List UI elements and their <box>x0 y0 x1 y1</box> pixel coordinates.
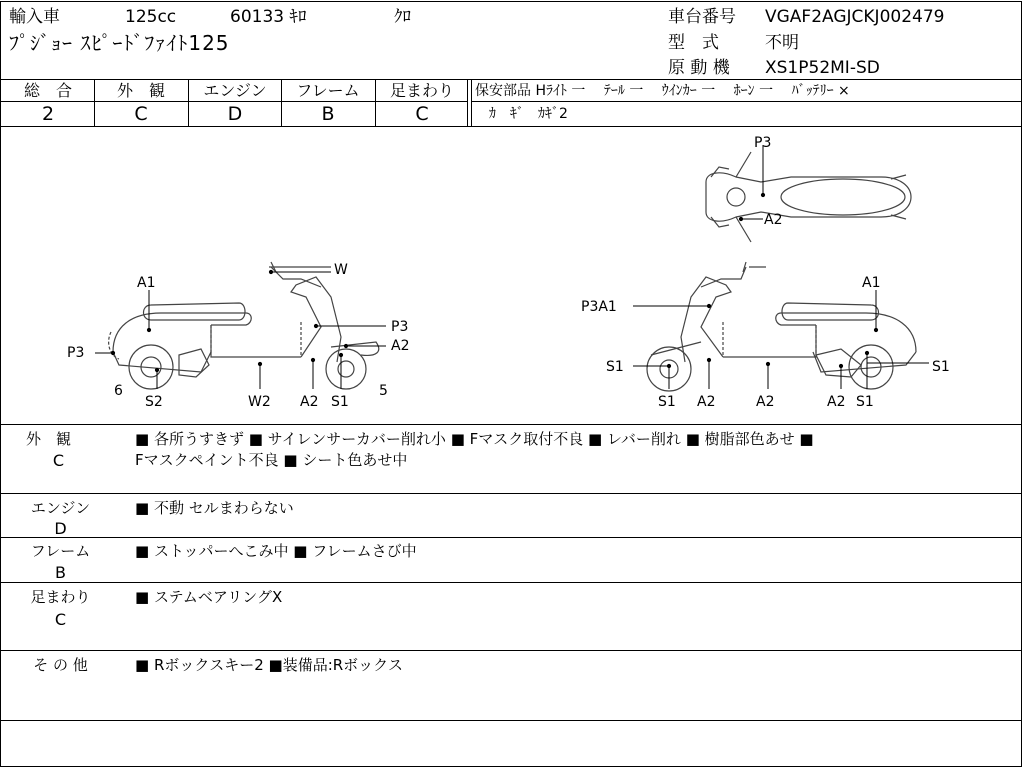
note-frame-line1: ■ ストッパーへこみ中 ■ フレームさび中 <box>135 542 417 560</box>
inspection-sheet <box>0 1 1022 767</box>
divider <box>1 650 1021 651</box>
note-engine-line1: ■ 不動 セルまわらない <box>135 499 294 517</box>
label-s2: S2 <box>145 394 163 410</box>
label-a2: A2 <box>697 394 716 410</box>
label-s1: S1 <box>856 394 874 410</box>
model-name: ﾌﾟｼﾞｮｰ ｽﾋﾟｰﾄﾞﾌｧｲﾄ125 <box>9 31 230 55</box>
note-exterior-line1: ■ 各所うすきず ■ サイレンサーカバー削れ小 ■ Fマスク取付不良 ■ レバー削れ ■ 樹脂部色あせ ■ <box>135 430 814 448</box>
note-engine-grade: D <box>54 519 67 538</box>
label-a1: A1 <box>137 275 156 291</box>
safety-parts: 保安部品 Hﾗｲﾄ 一 ﾃｰﾙ 一 ｳｲﾝｶｰ 一 ﾎｰﾝ 一 ﾊﾞｯﾃﾘｰ × <box>475 83 850 99</box>
note-suspension-grade: C <box>54 610 67 629</box>
label-s1: S1 <box>932 359 950 375</box>
label-p3: P3 <box>754 135 772 151</box>
divider <box>471 79 472 126</box>
mileage: 60133 ｷﾛ <box>230 7 307 27</box>
grade-exterior-value: C <box>134 103 148 125</box>
import-label: 輸入車 <box>9 7 60 27</box>
label-a1: A1 <box>862 275 881 291</box>
note-frame-grade: B <box>55 563 66 582</box>
label-s1: S1 <box>658 394 676 410</box>
label-6: 6 <box>114 383 123 399</box>
damage-diagram <box>1 127 1021 425</box>
frame-no: VGAF2AGJCKJ002479 <box>765 7 945 27</box>
label-s1: S1 <box>606 359 624 375</box>
divider <box>1 582 1021 583</box>
grade-overall-label: 総 合 <box>23 81 72 100</box>
label-p3: P3 <box>67 345 85 361</box>
engine-value: XS1P52MI-SD <box>765 58 880 78</box>
label-5: 5 <box>379 383 388 399</box>
divider <box>1 79 1021 80</box>
displacement: 125cc <box>125 7 177 27</box>
color: ｸﾛ <box>394 7 411 27</box>
scooter-top-view <box>706 152 911 242</box>
frame-no-label: 車台番号 <box>668 7 736 27</box>
grade-engine-label: エンジン <box>203 81 267 100</box>
note-other-label: そ の 他 <box>33 656 88 674</box>
label-a2: A2 <box>827 394 846 410</box>
grade-overall-value: 2 <box>41 103 55 125</box>
divider <box>1 537 1021 538</box>
label-w: W <box>334 262 348 278</box>
label-p3: P3 <box>391 319 409 335</box>
type-value: 不明 <box>765 33 799 53</box>
label-a2: A2 <box>756 394 775 410</box>
divider <box>1 101 467 102</box>
label-a2: A2 <box>391 338 410 354</box>
grade-engine-value: D <box>227 103 243 125</box>
note-suspension-line1: ■ ステムベアリングX <box>135 588 283 606</box>
grade-frame-value: B <box>321 103 335 125</box>
label-w2: W2 <box>248 394 271 410</box>
divider <box>471 101 1021 102</box>
note-exterior-label: 外 観 <box>25 430 71 448</box>
divider <box>1 720 1021 721</box>
label-a2: A2 <box>300 394 319 410</box>
note-engine-label: エンジン <box>30 499 91 517</box>
divider <box>1 424 1021 425</box>
note-exterior-grade: C <box>52 451 65 470</box>
label-s1: S1 <box>331 394 349 410</box>
divider <box>1 493 1021 494</box>
grade-suspension-label: 足まわり <box>389 81 454 100</box>
note-other-line1: ■ Rボックスキー2 ■装備品:Rボックス <box>135 656 404 674</box>
key-info: ｶ ｷﾞ ｶｷﾞ2 <box>489 106 568 122</box>
grade-suspension-value: C <box>415 103 429 125</box>
note-exterior-line2: Fマスクペイント不良 ■ シート色あせ中 <box>135 451 408 469</box>
note-frame-label: フレーム <box>30 542 91 560</box>
note-suspension-label: 足まわり <box>30 588 91 606</box>
grade-exterior-label: 外 観 <box>116 81 165 100</box>
type-label: 型 式 <box>668 33 719 53</box>
grade-frame-label: フレーム <box>296 81 360 100</box>
engine-label: 原 動 機 <box>668 58 730 78</box>
label-a2: A2 <box>764 212 783 228</box>
label-p3a1: P3A1 <box>581 299 617 315</box>
